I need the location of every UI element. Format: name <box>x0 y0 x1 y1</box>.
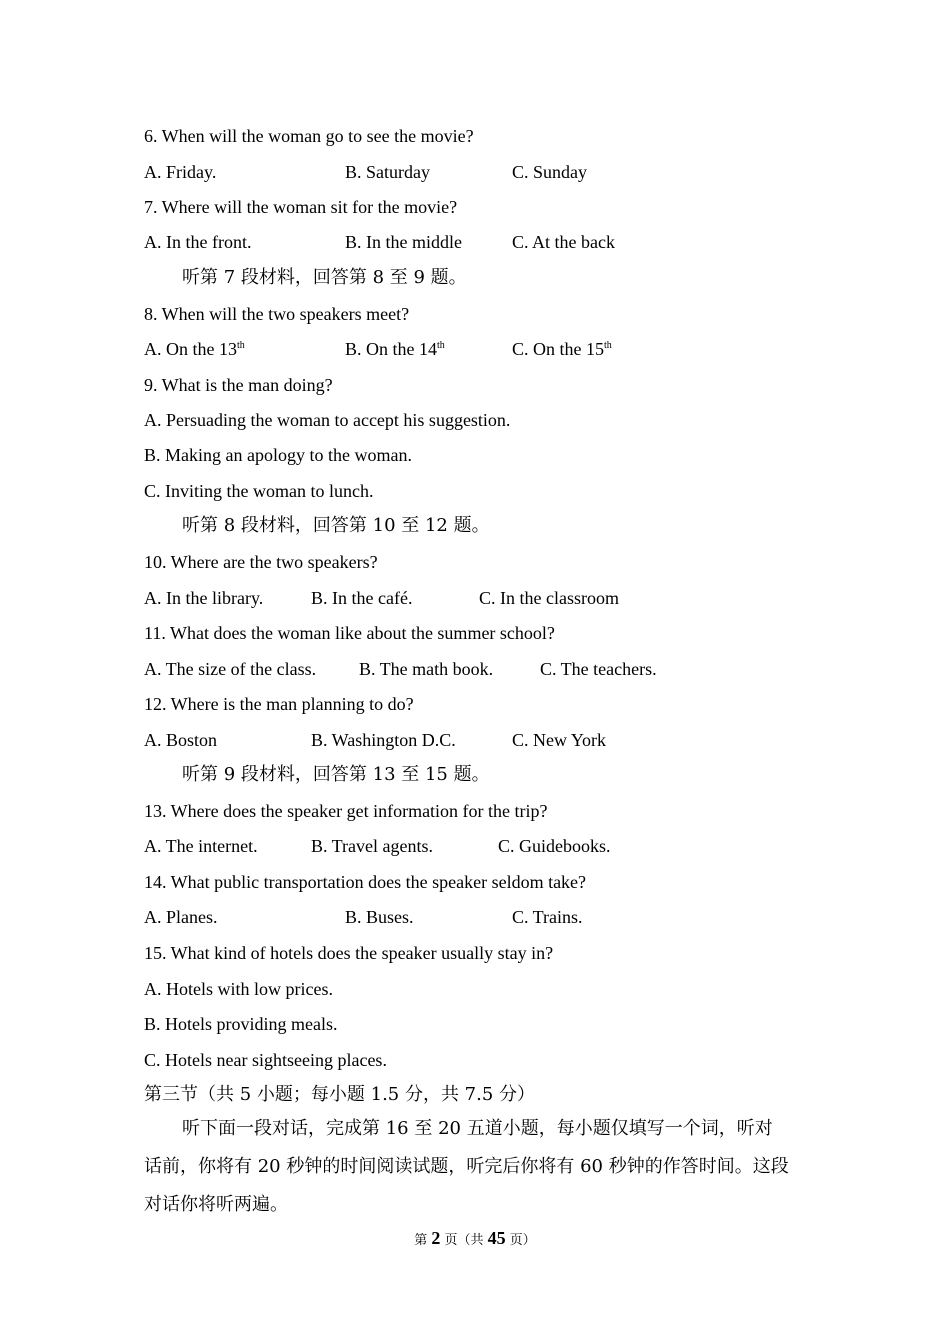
option-8b: B. On the 14th <box>345 339 445 359</box>
question-14: 14. What public transportation does the speaker seldom take? <box>144 872 587 892</box>
page-footer: 第 2 页（共 45 页） <box>414 1228 536 1248</box>
option-9c: C. Inviting the woman to lunch. <box>144 481 374 501</box>
option-15b: B. Hotels providing meals. <box>144 1014 338 1034</box>
section-9-intro: 听第 9 段材料，回答第 13 至 15 题。 <box>182 764 490 785</box>
section-8-intro: 听第 8 段材料，回答第 10 至 12 题。 <box>182 515 490 536</box>
option-11b: B. The math book. <box>359 659 494 679</box>
ordinal-suffix: th <box>604 340 612 351</box>
part-3-instructions-1: 听下面一段对话，完成第 16 至 20 五道小题，每小题仅填写一个词，听对 <box>182 1118 773 1139</box>
option-6c: C. Sunday <box>512 162 588 182</box>
option-6b: B. Saturday <box>345 162 430 182</box>
option-13c: C. Guidebooks. <box>498 836 611 856</box>
option-9a: A. Persuading the woman to accept his suggestion. <box>144 410 511 430</box>
option-15a: A. Hotels with low prices. <box>144 979 333 999</box>
option-10b: B. In the café. <box>311 588 413 608</box>
question-11: 11. What does the woman like about the summer school? <box>144 623 555 643</box>
question-13: 13. Where does the speaker get information for the trip? <box>144 801 548 821</box>
question-15: 15. What kind of hotels does the speaker usually stay in? <box>144 943 554 963</box>
option-8a: A. On the 13th <box>144 339 245 359</box>
ordinal-suffix: th <box>437 340 445 351</box>
option-12a: A. Boston <box>144 730 218 750</box>
option-11c: C. The teachers. <box>540 659 657 679</box>
option-12c: C. New York <box>512 730 607 750</box>
question-10: 10. Where are the two speakers? <box>144 552 378 572</box>
option-10a: A. In the library. <box>144 588 264 608</box>
question-9: 9. What is the man doing? <box>144 375 333 395</box>
option-6a: A. Friday. <box>144 162 217 182</box>
option-11a: A. The size of the class. <box>144 659 317 679</box>
option-14b: B. Buses. <box>345 907 414 927</box>
option-9b: B. Making an apology to the woman. <box>144 445 412 465</box>
total-pages: 45 <box>487 1228 506 1248</box>
option-13a: A. The internet. <box>144 836 258 856</box>
question-6: 6. When will the woman go to see the movie? <box>144 126 474 146</box>
option-7c: C. At the back <box>512 232 615 252</box>
option-13b: B. Travel agents. <box>311 836 434 856</box>
section-7-intro: 听第 7 段材料，回答第 8 至 9 题。 <box>182 267 467 288</box>
question-12: 12. Where is the man planning to do? <box>144 694 414 714</box>
option-14c: C. Trains. <box>512 907 583 927</box>
part-3-instructions-3: 对话你将听两遍。 <box>144 1194 288 1215</box>
question-8: 8. When will the two speakers meet? <box>144 304 410 324</box>
option-14a: A. Planes. <box>144 907 218 927</box>
page-number: 2 <box>431 1228 441 1248</box>
part-3-instructions-2: 话前，你将有 20 秒钟的时间阅读试题，听完后你将有 60 秒钟的作答时间。这段 <box>144 1156 789 1177</box>
option-12b: B. Washington D.C. <box>311 730 456 750</box>
option-15c: C. Hotels near sightseeing places. <box>144 1050 387 1070</box>
ordinal-suffix: th <box>237 340 245 351</box>
question-7: 7. Where will the woman sit for the movie? <box>144 197 458 217</box>
option-7b: B. In the middle <box>345 232 462 252</box>
option-10c: C. In the classroom <box>479 588 619 608</box>
part-3-heading: 第三节（共 5 小题；每小题 1.5 分，共 7.5 分） <box>144 1084 536 1105</box>
option-8c: C. On the 15th <box>512 339 612 359</box>
option-7a: A. In the front. <box>144 232 252 252</box>
